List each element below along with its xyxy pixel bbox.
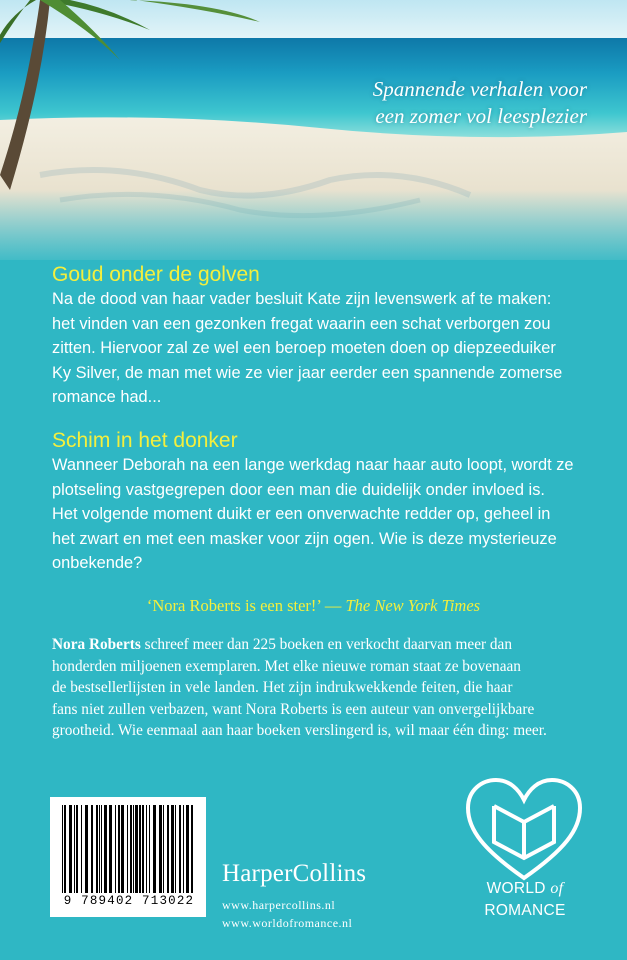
barcode-bar <box>121 805 124 893</box>
story-blurb-2 <box>52 453 592 576</box>
barcode-bar <box>159 805 162 893</box>
blurb-line: Ky Silver, de man met wie ze vier jaar eerder een spannende zomerse <box>52 363 563 382</box>
publisher-url: www.harpercollins.nl <box>222 898 336 912</box>
barcode-bar <box>85 805 88 893</box>
blurb-line: Wanneer Deborah na een lange werkdag naar haar auto loopt, wordt ze <box>52 456 574 474</box>
imprint-world: WORLD <box>486 880 551 897</box>
barcode-bar <box>130 805 132 893</box>
barcode-bar <box>104 805 107 893</box>
imprint-url: www.worldofromance.nl <box>222 916 353 930</box>
isbn-barcode <box>50 797 206 917</box>
story-title-1: Goud onder de golven <box>52 263 260 286</box>
barcode-bar <box>153 805 156 893</box>
barcode-bar <box>69 805 72 893</box>
bio-line: honderden miljoenen exemplaren. Met elke nieuwe roman staat ze bovenaan <box>52 657 521 675</box>
quote-source: The New York Times <box>345 596 481 615</box>
barcode-bar <box>186 805 189 893</box>
story-blurb-1 <box>52 287 592 410</box>
barcode-bar <box>149 805 150 893</box>
blurb-line: plotseling vastgegrepen door een man die duidelijk onder invloed is. <box>52 480 545 499</box>
tagline-line-1: Spannende verhalen voor <box>372 77 587 101</box>
barcode-bar <box>179 805 181 893</box>
blurb-line: Na de dood van haar vader besluit Kate zijn levenswerk af te maken: <box>52 290 552 308</box>
barcode-bars <box>60 805 196 893</box>
heart-book-icon <box>464 778 584 882</box>
imprint-of: of <box>550 880 564 897</box>
barcode-bar <box>109 805 112 893</box>
barcode-bar <box>118 805 120 893</box>
blurb-line: Het volgende moment duikt er een onverwachte redder op, geheel in <box>52 505 551 524</box>
story-title-2: Schim in het donker <box>52 429 238 452</box>
barcode-bar <box>133 805 134 893</box>
bio-line: schreef meer dan 225 boeken en verkocht daarvan meer dan <box>140 636 512 653</box>
blurb-line: onbekende? <box>52 554 143 573</box>
author-bio <box>52 634 582 742</box>
barcode-bar <box>62 805 63 893</box>
cover-tagline <box>257 76 587 130</box>
barcode-bar <box>101 805 102 893</box>
barcode-bar <box>175 805 176 893</box>
barcode-bar <box>163 805 164 893</box>
barcode-bar <box>191 805 193 893</box>
imprint-name-line-1 <box>440 880 610 898</box>
barcode-bar <box>74 805 75 893</box>
barcode-bar <box>115 805 116 893</box>
barcode-bar <box>146 805 147 893</box>
imprint-name-line-2: ROMANCE <box>484 902 566 919</box>
barcode-bar <box>127 805 128 893</box>
barcode-bar <box>171 805 174 893</box>
blurb-line: romance had... <box>52 388 162 407</box>
publisher-logo: HarperCollins <box>222 860 367 887</box>
tagline-line-2: een zomer vol leesplezier <box>375 104 587 128</box>
barcode-bar <box>99 805 100 893</box>
review-quote <box>0 596 627 616</box>
barcode-bar <box>91 805 93 893</box>
quote-text: ‘Nora Roberts is een ster!’ — <box>146 596 346 615</box>
bio-line: grootheid. Wie eenmaal aan haar boeken verslingerd is, wil maar één ding: meer. <box>52 722 547 740</box>
barcode-bar <box>76 805 78 893</box>
barcode-bar <box>167 805 169 893</box>
bio-line: de bestsellerlijsten in vele landen. Het zijn indrukwekkende feiten, die haar <box>52 679 513 697</box>
barcode-bar <box>142 805 144 893</box>
barcode-bar <box>183 805 184 893</box>
blurb-line: zitten. Hiervoor zal ze wel een beroep moeten doen op diepzeeduiker <box>52 339 556 358</box>
barcode-bar <box>135 805 138 893</box>
author-name: Nora Roberts <box>52 636 141 653</box>
barcode-bar <box>139 805 141 893</box>
bio-line: fans niet zullen verbazen, want Nora Roberts is een auteur van onvergelijkbare <box>52 700 535 718</box>
barcode-bar <box>96 805 98 893</box>
barcode-bar <box>64 805 66 893</box>
isbn-number: 9 789402 713022 <box>63 894 195 908</box>
blurb-line: het vinden van een gezonken fregat waarin een schat verborgen zou <box>52 314 551 333</box>
blurb-line: het zwart en met een masker voor zijn ogen. Wie is deze mysterieuze <box>52 529 557 548</box>
barcode-bar <box>81 805 82 893</box>
